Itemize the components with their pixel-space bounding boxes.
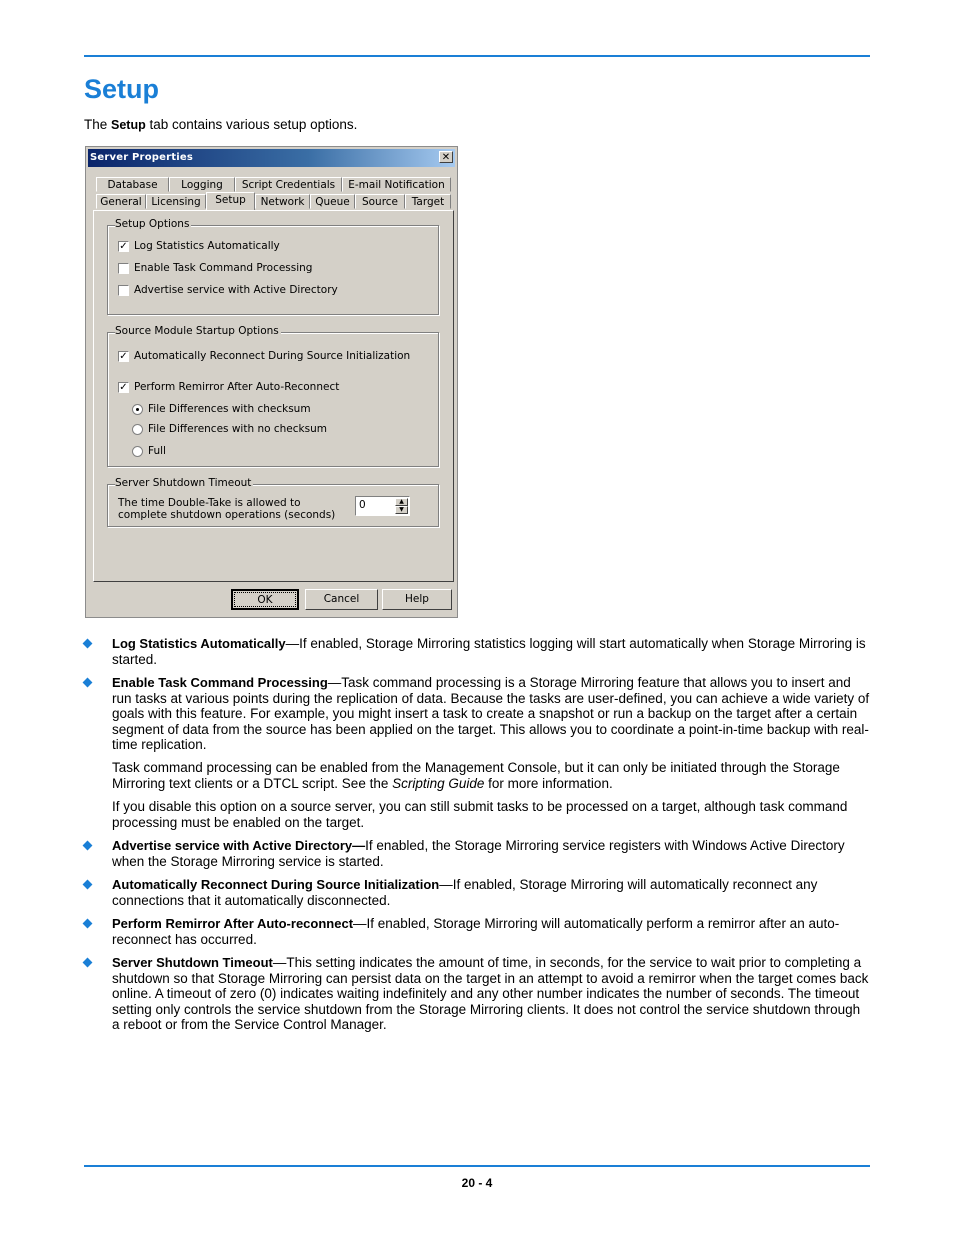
bullet-diamond-icon bbox=[83, 958, 93, 968]
bullet-log-statistics bbox=[112, 636, 870, 667]
source-module-legend: Source Module Startup Options bbox=[115, 325, 279, 337]
radio-checksum-label: File Differences with checksum bbox=[148, 403, 311, 415]
setup-tab-panel bbox=[93, 210, 454, 582]
shutdown-timeout-label: The time Double-Take is allowed to complete shutdown operations (seconds) bbox=[118, 497, 336, 521]
cancel-button[interactable]: Cancel bbox=[305, 589, 378, 610]
bullet-term: Enable Task Command Processing bbox=[112, 675, 328, 690]
tab-licensing[interactable]: Licensing bbox=[146, 194, 206, 209]
bullet-term: Advertise service with Active Directory— bbox=[112, 838, 366, 853]
radio-full-label: Full bbox=[148, 445, 166, 457]
radio-checksum[interactable] bbox=[132, 404, 143, 415]
enable-task-label: Enable Task Command Processing bbox=[134, 262, 313, 274]
log-statistics-checkbox[interactable]: ✓ bbox=[119, 240, 128, 252]
bullet-diamond-icon bbox=[83, 880, 93, 890]
intro-text bbox=[84, 117, 357, 132]
bullet-text: —If enabled, Storage Mirroring statistics logging will start automatically when Storage Mirroring is started. bbox=[112, 636, 866, 667]
tab-setup[interactable]: Setup bbox=[206, 192, 255, 210]
radio-full-option[interactable] bbox=[132, 445, 166, 457]
bullet-enable-task bbox=[112, 675, 870, 753]
server-properties-dialog bbox=[85, 146, 458, 618]
advertise-label: Advertise service with Active Directory bbox=[134, 284, 338, 296]
scripting-guide-title: Scripting Guide bbox=[392, 775, 485, 791]
bullet-text: If enabled, the Storage Mirroring service registers with Windows Active Directory when the Storage Mirroring service is started. bbox=[112, 838, 845, 869]
shutdown-timeout-value[interactable]: 0 bbox=[359, 499, 366, 511]
auto-reconnect-checkbox[interactable]: ✓ bbox=[119, 350, 128, 362]
auto-reconnect-option[interactable] bbox=[118, 350, 410, 362]
bullet-shutdown-timeout bbox=[112, 955, 870, 1033]
enable-task-checkbox[interactable] bbox=[118, 263, 129, 274]
bullet-term: Log Statistics Automatically bbox=[112, 636, 286, 651]
bullet-text: —Task command processing is a Storage Mirroring feature that allows you to insert and run tasks at various points during the replication of data. Because the tasks are user-defined, you can achieve a wide variety of goals with this feature. For example, you might insert a task to create a snapshot or run a backup on the target after a certain segment of data from the source has been applied on the target. This allows you to coordinate a point-in-time backup with real-time replication. bbox=[112, 675, 870, 753]
dialog-titlebar bbox=[88, 149, 455, 167]
bullet-diamond-icon bbox=[83, 678, 93, 688]
intro-before: The bbox=[84, 117, 112, 132]
radio-no-checksum[interactable] bbox=[132, 424, 143, 435]
auto-reconnect-label: Automatically Reconnect During Source Initialization bbox=[134, 350, 411, 362]
advertise-option[interactable] bbox=[118, 284, 338, 296]
radio-no-checksum-label: File Differences with no checksum bbox=[148, 423, 327, 435]
bullet-diamond-icon bbox=[83, 919, 93, 929]
intro-after: tab contains various setup options. bbox=[145, 117, 358, 132]
shutdown-timeout-spinner[interactable] bbox=[355, 496, 410, 516]
log-statistics-option[interactable] bbox=[118, 240, 280, 252]
dialog-title: Server Properties bbox=[90, 152, 193, 163]
bullet-term: Perform Remirror After Auto-reconnect bbox=[112, 916, 354, 931]
tab-target[interactable]: Target bbox=[405, 194, 451, 209]
tab-source[interactable]: Source bbox=[355, 194, 405, 209]
bullet-text: —This setting indicates the amount of time, in seconds, for the service to wait prior to completing a shutdown so that Storage Mirroring can persist data on the target in an attempt to avoid a remirror when the target comes back online. A timeout of zero (0) indicates waiting indefinitely and any other number indicates the number of seconds. The timeout setting only controls the service shutdown from the Storage Mirroring clients. It does not control the service shutdown through a reboot or from the Service Control Manager. bbox=[112, 955, 869, 1033]
page-title: Setup bbox=[84, 74, 160, 104]
bullet-perform-remirror bbox=[112, 916, 870, 947]
bullet-diamond-icon bbox=[83, 841, 93, 851]
bullet-term: Server Shutdown Timeout bbox=[112, 955, 273, 970]
setup-options-legend: Setup Options bbox=[115, 218, 190, 230]
perform-remirror-checkbox[interactable]: ✓ bbox=[119, 381, 128, 393]
tab-logging[interactable]: Logging bbox=[169, 177, 235, 192]
tab-network[interactable]: Network bbox=[255, 194, 310, 209]
bullet-term: Automatically Reconnect During Source Initialization bbox=[112, 877, 440, 892]
task-p1-after: for more information. bbox=[484, 775, 613, 791]
intro-bold: Setup bbox=[111, 118, 146, 132]
page-number: 20 - 4 bbox=[461, 1176, 493, 1190]
tab-email-notification[interactable]: E-mail Notification bbox=[342, 177, 451, 192]
shutdown-timeout-group bbox=[107, 477, 439, 527]
ok-button[interactable]: OK bbox=[231, 589, 299, 610]
bullet-advertise bbox=[112, 838, 870, 869]
radio-no-checksum-option[interactable] bbox=[132, 423, 327, 435]
tab-queue[interactable]: Queue bbox=[310, 194, 355, 209]
spin-down-icon[interactable]: ▼ bbox=[395, 506, 408, 514]
radio-checksum-option[interactable] bbox=[132, 403, 311, 415]
task-p1-before: Task command processing can be enabled from the Management Console, but it can only be initiated through the Storage Mirroring text clients or a DTCL script. See the bbox=[112, 760, 840, 791]
tab-script-credentials[interactable]: Script Credentials bbox=[235, 177, 342, 192]
perform-remirror-label: Perform Remirror After Auto-Reconnect bbox=[134, 381, 340, 393]
tab-general[interactable]: General bbox=[96, 194, 146, 209]
task-paragraph-2: If you disable this option on a source server, you can still submit tasks to be processed on a target, although task command processing must be enabled on the target. bbox=[112, 799, 848, 830]
header-rule bbox=[84, 55, 870, 57]
source-module-group bbox=[107, 325, 439, 467]
setup-options-group bbox=[107, 218, 439, 315]
enable-task-option[interactable] bbox=[118, 262, 312, 274]
perform-remirror-option[interactable] bbox=[118, 381, 339, 393]
bullet-auto-reconnect bbox=[112, 877, 870, 908]
radio-full[interactable] bbox=[132, 446, 143, 457]
log-statistics-label: Log Statistics Automatically bbox=[134, 240, 280, 252]
help-button[interactable]: Help bbox=[382, 589, 452, 610]
task-paragraph-1 bbox=[112, 760, 870, 791]
spin-up-icon[interactable]: ▲ bbox=[395, 498, 408, 506]
bullet-diamond-icon bbox=[83, 639, 93, 649]
footer-rule bbox=[84, 1165, 870, 1167]
shutdown-timeout-legend: Server Shutdown Timeout bbox=[115, 477, 252, 489]
bullet-text: —If enabled, Storage Mirroring will automatically perform a remirror after an auto-reconnect has occurred. bbox=[112, 916, 840, 947]
tab-database[interactable]: Database bbox=[96, 177, 169, 192]
close-icon[interactable]: ✕ bbox=[439, 151, 453, 163]
bullet-text: —If enabled, Storage Mirroring will automatically reconnect any connections that it automatically disconnected. bbox=[112, 877, 818, 908]
advertise-checkbox[interactable] bbox=[118, 285, 129, 296]
